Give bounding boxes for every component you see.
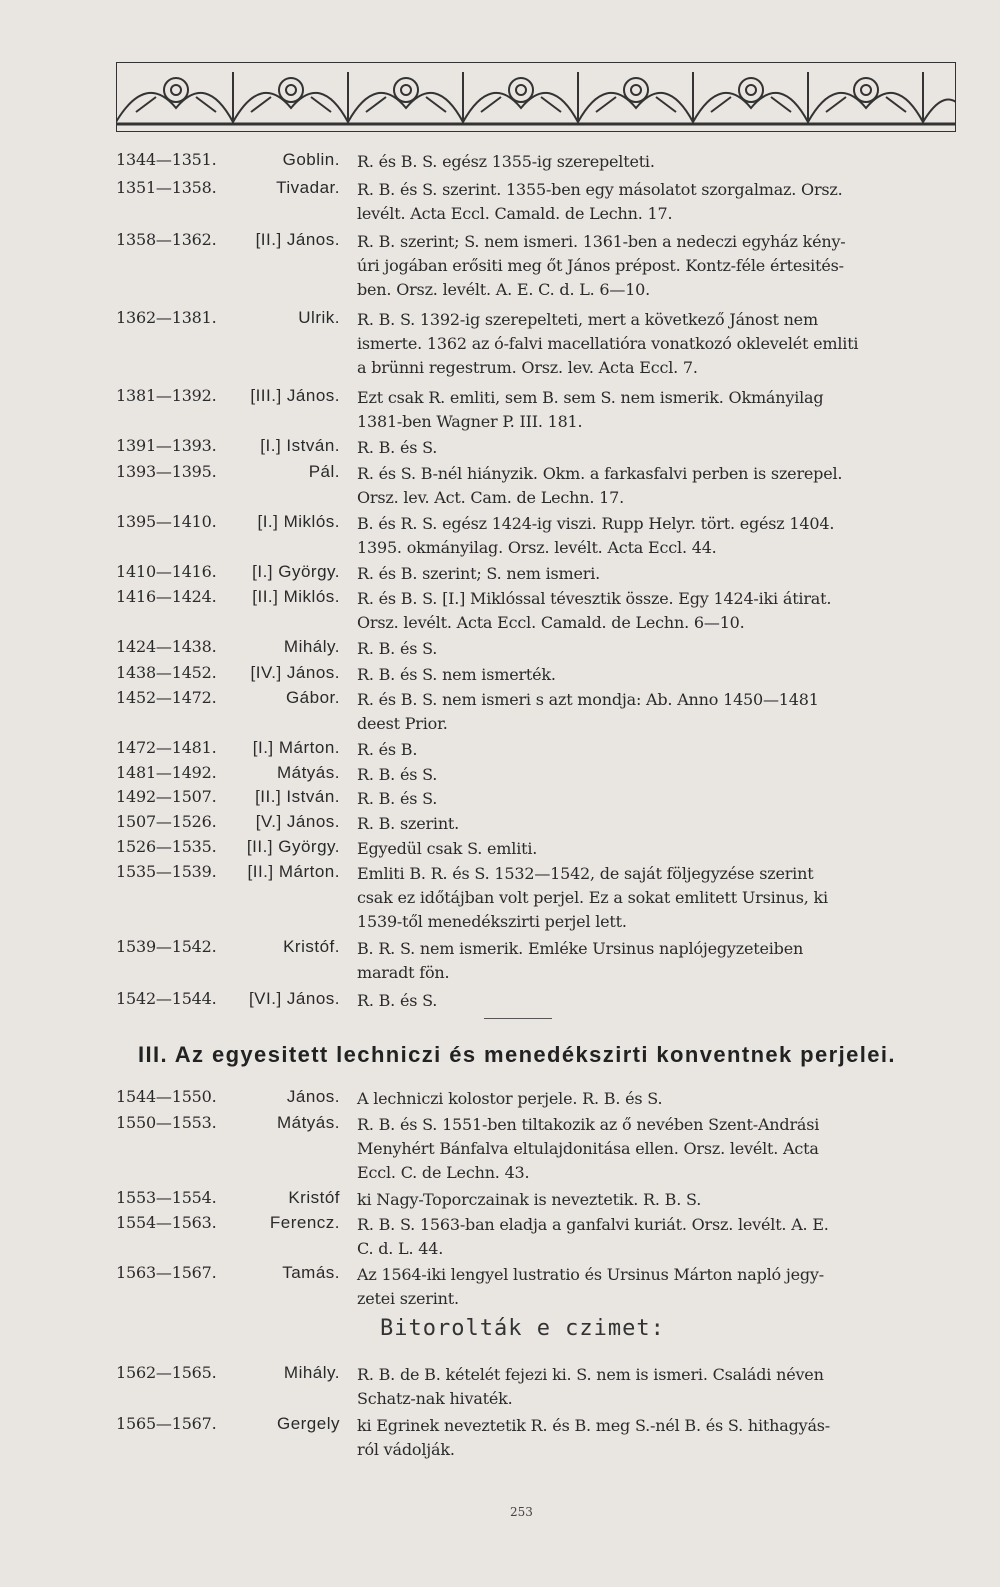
entry-name: Mátyás. — [276, 1113, 340, 1132]
entry-name: [I.] György. — [252, 562, 340, 581]
entry-dates: 1391—1393. — [116, 436, 217, 455]
entry-dates: 1438—1452. — [116, 663, 217, 682]
entry-text: A lechniczi kolostor perjele. R. B. és S. — [357, 1089, 663, 1108]
entry-dates: 1424—1438. — [116, 637, 217, 656]
entry-name: Mihály. — [283, 1363, 340, 1382]
entry-text: Az 1564-iki lengyel lustratio és Ursinus Márton napló jegy- zetei szerint. — [357, 1265, 824, 1308]
entry-text: R. B. és S. szerint. 1355-ben egy másolatot szorgalmaz. Orsz. levélt. Acta Eccl. Camald. de Lechn. 17. — [357, 180, 843, 223]
entry-text: R. B. szerint; S. nem ismeri. 1361-ben a nedeczi egyház kény- úri jogában erősiti meg őt János prépost. Kontz-féle értesités- ben. Orsz. levélt. A. E. C. d. L. 6—10. — [357, 232, 846, 299]
section-divider — [484, 1018, 552, 1019]
entry-name: [II.] János. — [255, 230, 340, 249]
entry-text: B. R. S. nem ismerik. Emléke Ursinus naplójegyzeteiben maradt fön. — [357, 939, 804, 982]
entry-dates: 1526—1535. — [116, 837, 217, 856]
page-number: 253 — [510, 1505, 533, 1519]
entry-dates: 1563—1567. — [116, 1263, 217, 1282]
section-heading: III. Az egyesitett lechniczi és menedékszirti konventnek perjelei. — [138, 1042, 896, 1067]
entry-dates: 1351—1358. — [116, 178, 217, 197]
entry-dates: 1553—1554. — [116, 1188, 217, 1207]
entry-dates: 1492—1507. — [116, 787, 217, 806]
entry-dates: 1344—1351. — [116, 150, 217, 169]
entry-name: Kristóf — [288, 1188, 340, 1207]
usurpers-subheading: Bitorolták e czimet: — [380, 1316, 665, 1341]
entry-text: ki Nagy-Toporczainak is neveztetik. R. B. S. — [357, 1190, 702, 1209]
entry-dates: 1550—1553. — [116, 1113, 217, 1132]
entry-text: Emliti B. R. és S. 1532—1542, de saját följegyzése szerint csak ez időtájban volt perjel. Ez a sokat emlitett Ursinus, ki 1539-től menedékszirti perjel lett. — [357, 864, 828, 931]
entry-dates: 1472—1481. — [116, 738, 217, 757]
entry-dates: 1542—1544. — [116, 989, 217, 1008]
entry-name: Gergely — [276, 1414, 340, 1433]
entry-name: [II.] Miklós. — [252, 587, 340, 606]
entry-dates: 1410—1416. — [116, 562, 217, 581]
entry-dates: 1565—1567. — [116, 1414, 217, 1433]
entry-name: [I.] István. — [260, 436, 340, 455]
entry-name: [V.] János. — [255, 812, 340, 831]
entry-dates: 1535—1539. — [116, 862, 217, 881]
entry-text: Egyedül csak S. emliti. — [357, 839, 538, 858]
entry-text: R. és B. szerint; S. nem ismeri. — [357, 564, 601, 583]
entry-name: Pál. — [308, 462, 340, 481]
entry-text: R. és B. S. nem ismeri s azt mondja: Ab. Anno 1450—1481 deest Prior. — [357, 690, 819, 733]
entry-name: Gábor. — [285, 688, 340, 707]
entry-name: János. — [286, 1087, 340, 1106]
entry-text: R. és S. B-nél hiányzik. Okm. a farkasfalvi perben is szerepel. Orsz. lev. Act. Cam. de Lechn. 17. — [357, 464, 843, 507]
entry-text: B. és R. S. egész 1424-ig viszi. Rupp Helyr. tört. egész 1404. 1395. okmányilag. Orsz. levélt. Acta Eccl. 44. — [357, 514, 835, 557]
entry-text: Ezt csak R. emliti, sem B. sem S. nem ismerik. Okmányilag 1381-ben Wagner P. III. 181. — [357, 388, 824, 431]
entry-text: R. és B. S. [I.] Miklóssal tévesztik össze. Egy 1424-iki átirat. Orsz. levélt. Acta Eccl. Camald. de Lechn. 6—10. — [357, 589, 832, 632]
entry-name: [I.] Miklós. — [257, 512, 340, 531]
entry-dates: 1539—1542. — [116, 937, 217, 956]
entry-dates: 1362—1381. — [116, 308, 217, 327]
entry-text: ki Egrinek neveztetik R. és B. meg S.-nél B. és S. hithagyás- ról vádolják. — [357, 1416, 831, 1459]
floral-ornament-header — [116, 62, 956, 132]
entry-dates: 1544—1550. — [116, 1087, 217, 1106]
entry-name: [I.] Márton. — [252, 738, 340, 757]
entry-name: [II.] István. — [255, 787, 340, 806]
entry-text: R. B. és S. 1551-ben tiltakozik az ő nevében Szent-Andrási Menyhért Bánfalva eltulajdonitása ellen. Orsz. levélt. Acta Eccl. C. de Lechn. 43. — [357, 1115, 820, 1182]
entry-text: R. B. és S. — [357, 991, 438, 1010]
entry-dates: 1452—1472. — [116, 688, 217, 707]
entry-text: R. B. és S. — [357, 639, 438, 658]
entry-name: Ulrik. — [298, 308, 340, 327]
entry-text: R. B. S. 1563-ban eladja a ganfalvi kuriát. Orsz. levélt. A. E. C. d. L. 44. — [357, 1215, 829, 1258]
entry-name: [VI.] János. — [248, 989, 340, 1008]
entry-dates: 1562—1565. — [116, 1363, 217, 1382]
entry-text: R. B. de B. kételét fejezi ki. S. nem is ismeri. Családi néven Schatz-nak hivaték. — [357, 1365, 824, 1408]
entry-name: Tamás. — [282, 1263, 340, 1282]
entry-name: Kristóf. — [283, 937, 340, 956]
entry-text: R. B. és S. — [357, 789, 438, 808]
entry-dates: 1393—1395. — [116, 462, 217, 481]
entry-text: R. B. és S. — [357, 765, 438, 784]
entry-text: R. B. szerint. — [357, 814, 460, 833]
entry-dates: 1507—1526. — [116, 812, 217, 831]
entry-text: R. B. és S. nem ismerték. — [357, 665, 556, 684]
entry-dates: 1395—1410. — [116, 512, 217, 531]
entry-name: Mátyás. — [276, 763, 340, 782]
entry-dates: 1481—1492. — [116, 763, 217, 782]
entry-text: R. és B. S. egész 1355-ig szerepelteti. — [357, 152, 655, 171]
entry-name: [II.] György. — [246, 837, 340, 856]
entry-dates: 1381—1392. — [116, 386, 217, 405]
entry-name: [IV.] János. — [250, 663, 340, 682]
entry-name: [II.] Márton. — [247, 862, 340, 881]
entry-dates: 1416—1424. — [116, 587, 217, 606]
entry-text: R. B. S. 1392-ig szerepelteti, mert a következő Jánost nem ismerte. 1362 az ó-falvi macellatióra vonatkozó oklevelét emliti a brünni regestrum. Orsz. lev. Acta Eccl. 7. — [357, 310, 859, 377]
entry-dates: 1358—1362. — [116, 230, 217, 249]
entry-name: Tivadar. — [276, 178, 340, 197]
entry-dates: 1554—1563. — [116, 1213, 217, 1232]
entry-text: R. B. és S. — [357, 438, 438, 457]
entry-name: Mihály. — [283, 637, 340, 656]
entry-name: [III.] János. — [250, 386, 340, 405]
entry-text: R. és B. — [357, 740, 418, 759]
entry-name: Goblin. — [282, 150, 340, 169]
entry-name: Ferencz. — [269, 1213, 340, 1232]
